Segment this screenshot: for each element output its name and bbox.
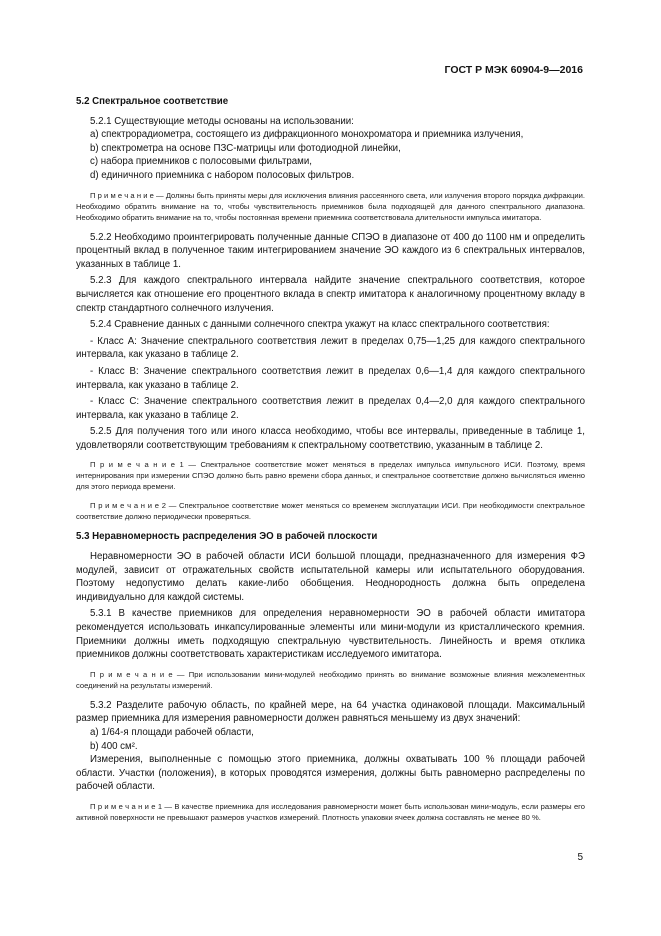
note-label: П р и м е ч а н и е (90, 669, 173, 679)
paragraph-5-2-5: 5.2.5 Для получения того или иного класса необходимо, чтобы все интервалы, приведенные в таблице 1, удовлетворяли соответствующим требованиям к спектральному соответствию, указанным в таблице 2. (76, 426, 585, 451)
list-item-d: d) единичного приемника с набором полосовых фильтров. (90, 169, 355, 181)
note-label: П р и м е ч а н и е 2 (90, 501, 166, 511)
document-header: ГОСТ Р МЭК 60904-9—2016 (444, 64, 583, 76)
paragraph-5-3-2: 5.3.2 Разделите рабочую область, по крайней мере, на 64 участка одинаковой площади. Максимальный размер приемника для измерения равномерности должен равняться меньшему из двух значений: (76, 699, 585, 725)
note-label: П р и м е ч а н и е 1 (90, 801, 163, 811)
list-item-a: a) спектрорадиометра, состоящего из дифракционного монохроматора и приемника излучения, (90, 129, 524, 141)
list-item-a-area: a) 1/64-я площади рабочей области, (90, 727, 254, 738)
section-5-3-title: 5.3 Неравномерность распределения ЭО в рабочей плоскости (76, 531, 378, 543)
note-label: П р и м е ч а н и е 1 (90, 460, 184, 470)
paragraph-5-2-4: 5.2.4 Сравнение данных с данными солнечного спектра укажут на класс спектрального соответствия: (90, 319, 550, 331)
note-text: — Спектральное соответствие может меняться в пределах импульса импульсного ИСИ. Поэтому, время интернирования при измерении СПЭО должно быть равно времени сбора данных, и спектральное соответствие должно вычисляться именно для этого периода времени. (76, 460, 585, 492)
note-text: — Спектральное соответствие может меняться со временем эксплуатации ИСИ. При необходимости спектральное соответствие должно периодически проверяться. (76, 501, 585, 522)
note-label: П р и м е ч а н и е (90, 190, 154, 200)
list-item-c: c) набора приемников с полосовыми фильтрами, (90, 156, 312, 168)
class-c-text: - Класс C: Значение спектрального соответствия лежит в пределах 0,4—2,0 для каждого спектрального интервала, как указано в таблице 2. (76, 396, 585, 421)
page-number: 5 (577, 852, 583, 863)
paragraph-5-2-2: 5.2.2 Необходимо проинтегрировать полученные данные СПЭО в диапазоне от 400 до 1100 нм и определить процентный вклад в полученное таким интегрированием значение ЭО каждого из 6 спектральных интервалов, указанных в таблице 1. (76, 231, 585, 270)
section-5-2-title: 5.2 Спектральное соответствие (76, 96, 229, 107)
paragraph-5-2-1: 5.2.1 Существующие методы основаны на использовании: (90, 115, 354, 127)
paragraph-5-2-3: 5.2.3 Для каждого спектрального интервала найдите значение спектрального соответствия, которое вычисляется как отношение его процентного вклада в спектр имитатора к аналогичному процентному вкладу в спектр стандартного солнечного излучения. (76, 275, 585, 314)
note-text: — При использовании мини-модулей необходимо принять во внимание возможные влияния межэлементных соединений на результаты измерений. (76, 669, 585, 690)
class-a-text: - Класс A: Значение спектрального соответствия лежит в пределах 0,75—1,25 для каждого спектрального интервала, как указано в таблице 2. (76, 335, 585, 361)
paragraph-5-3-intro: Неравномерности ЭО в рабочей области ИСИ большой площади, предназначенного для измерения ФЭ модулей, зависит от отражательных свойств испытательной камеры или испытательного оборудования. Поэтому недопустимо делать какие-либо обобщения. Неоднородность должна быть определена индивидуально для каждой системы. (76, 551, 585, 603)
note-1-5-3-2 (76, 801, 585, 823)
note-text: — В качестве приемника для исследования равномерности может быть использован мини-модуль, если размеры его активной поверхности не превышают размеров участков измерений. Плотность упаковки ячеек должна составлять не менее 80 %. (76, 801, 585, 822)
note-5-2-1 (76, 190, 585, 223)
note-text: — Должны быть приняты меры для исключения влияния рассеянного света, или излучения второго порядка дифракции. Необходимо обратить внимание на то, чтобы чувствительность приемников была подходящей для данного спектрального диапазона. Необходимо обратить внимание на то, чтобы постоянная времени приемника соответствовала длительности импульса имитатора. (76, 190, 585, 222)
note-1-5-2 (76, 459, 585, 492)
note-2-5-2 (76, 500, 585, 522)
paragraph-measurements: Измерения, выполненные с помощью этого приемника, должны охватывать 100 % площади рабочей области. Участки (положения), в которых проводятся измерения, должны быть равномерно распределены по рабочей области. (76, 754, 585, 793)
class-b-text: - Класс B: Значение спектрального соответствия лежит в пределах 0,6—1,4 для каждого спектрального интервала, как указано в таблице 2. (76, 365, 585, 391)
list-item-b-size: b) 400 см². (90, 740, 138, 752)
paragraph-5-3-1: 5.3.1 В качестве приемников для определения неравномерности ЭО в рабочей области имитатора рекомендуется использовать инкапсулированные элементы или мини-модули из кристаллического кремния. Приемники должны иметь подходящую спектральную чувствительность. Линейность и время отклика приемников должны соответствовать характеристикам исследуемого имитатора. (76, 608, 585, 661)
document-body (76, 95, 585, 831)
note-5-3-1 (76, 669, 585, 691)
list-item-b: b) спектрометра на основе ПЗС-матрицы или фотодиодной линейки, (90, 142, 401, 154)
